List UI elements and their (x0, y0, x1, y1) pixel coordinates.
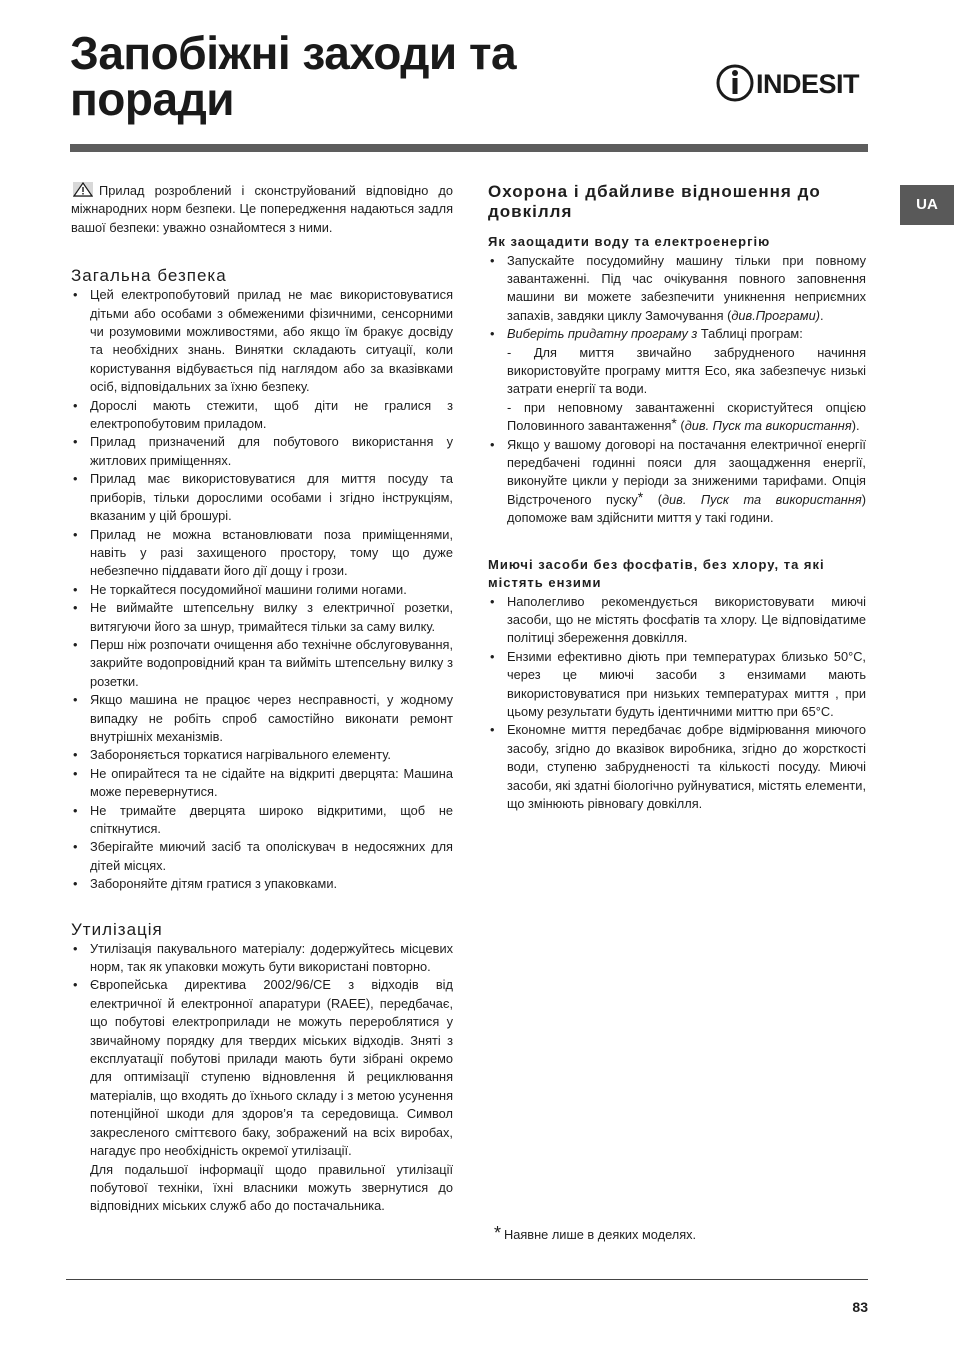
header-divider (70, 144, 868, 152)
detergents-list (488, 593, 866, 814)
page-number: 83 (852, 1299, 868, 1315)
cross-reference: див. Пуск та використання (684, 418, 852, 434)
right-column (488, 182, 866, 813)
sub-item-eco: - Для миття звичайно забрудненого начиння використовуйте програму миття Eco, яка забезпечує низькі затрати енергії та води. (507, 344, 866, 397)
general-safety-heading: Загальна безпека (71, 266, 227, 286)
disposal-list (71, 940, 453, 1216)
detergents-heading: Миючі засоби без фосфатів, без хлору, та які містять ензими (488, 556, 825, 591)
general-safety-list (71, 286, 453, 893)
list-item: • Прилад не можна встановлювати поза приміщеннями, навіть у разі захищеного простору, тому що дуже небезпечно піддавати його дії дощу і грози. (71, 526, 453, 581)
item-text: ( (676, 418, 685, 434)
list-item: • Зберігайте миючий засіб та ополіскувач в недосяжних для дітей місцях. (71, 838, 453, 875)
item-text: Запускайте посудомийну машину тільки при повному завантаженні. Під час очікування повного заповнення машини ви можете забезпечити уникнення неприємних запахів, завдяки циклу Замочування ( (507, 252, 866, 323)
sub-item-half-load (507, 399, 866, 436)
list-item: • Утилізація пакувального матеріалу: додержуйтесь місцевих норм, так як упаковки можуть бути використані повторно. (71, 940, 453, 977)
cross-reference: див. Пуск та використання (661, 491, 862, 507)
disposal-directive-text: • Європейська директива 2002/96/CE з відходів від електричної й електронної апаратури (RAEE), передбачає, що побутові електроприлади не можуть перероблятися у звичайному порядку для твердих міських відходів. Зняті з експлуатації побутові прилади мають бути зібрані окремо для оптимізації ступеню відновлення й рециклювання матеріалів, що входять до їхнього складу і з метою усунення потенційної шкоди для здоров’я та середовища. Символ закресленого сміттєвого баку, зображений на всіх виробах, нагадує про необхідність окремої утилізації. (90, 977, 453, 1159)
item-text-italic: Виберіть придатну програму з (507, 326, 698, 342)
item-text: ( (643, 491, 662, 507)
list-item: • Цей електропобутовий прилад не має використовуватися дітьми або особами з обмеженими фізичними, сенсорними чи розумовими можливостями, або якщо їм бракує досвіду та необхідних знань. Винятки складають ситуації, коли користування відбувається під наглядом або за вказівками осіб, відповідальних за їхню безпеку. (71, 286, 453, 396)
intro-paragraph (71, 182, 453, 237)
water-energy-heading: Як заощадити воду та електроенергію (488, 234, 771, 249)
list-item (488, 325, 866, 435)
page-title-line-2: поради (70, 73, 235, 125)
indesit-logo-mark-icon (716, 62, 754, 104)
disposal-info-text: Для подальшої інформації щодо правильної утилізації побутової техніки, їхні власники можуть звернутися до відповідних міських служб або до постачальника. (90, 1161, 453, 1214)
language-tab: UA (900, 185, 954, 225)
environment-heading: Охорона і дбайливе відношення до довкілля (488, 182, 821, 221)
item-text: Якщо у вашому договорі на постачання електричної енергії передбачені годинні пояси для заощадження енергії, виконуйте цикли у періоди за зниженими тарифами. Опція Відстроченого пуску (507, 436, 866, 507)
indesit-logo (716, 62, 868, 104)
list-item: • Якщо машина не працює через несправності, у жодному випадку не робіть спроб самостійно виконати ремонт внутрішніх механізмів. (71, 691, 453, 746)
list-item: • Не торкайтеся посудомийної машини голими ногами. (71, 581, 453, 599)
logo-wordmark: INDESIT (756, 69, 860, 99)
footnote-marker: * (671, 415, 677, 432)
item-text: - при неповному завантаженні скористуйтеся опцією Половинного завантаження (507, 399, 866, 434)
list-item (488, 436, 866, 528)
list-item: • Прилад має використовуватися для миття посуду та приборів, тільки дорослими особами і згідно інструкціям, вказаним у цій брошурі. (71, 470, 453, 525)
list-item: • Перш ніж розпочати очищення або технічне обслуговування, закрийте водопровідний кран та вийміть штепсельну вилку з розетки. (71, 636, 453, 691)
list-item: • Забороняється торкатися нагрівального елементу. (71, 746, 453, 764)
list-item: • Не опирайтеся та не сідайте на відкриті дверцята: Машина може перевернутися. (71, 765, 453, 802)
list-item (71, 976, 453, 1215)
water-energy-list (488, 252, 866, 528)
footnote-text: Наявне лише в деяких моделях. (504, 1227, 697, 1242)
list-item: • Наполегливо рекомендується використовувати миючі засоби, що не містять фосфатів та хлору. Це відповідатиме політиці збереження довкілля. (488, 593, 866, 648)
list-item (488, 252, 866, 326)
cross-reference: див.Програми) (731, 307, 820, 323)
intro-text: Прилад розроблений і сконструйований відповідно до міжнародних норм безпеки. Це попередження надаються задля вашої безпеки: уважно ознайомтеся з ними. (71, 183, 453, 235)
footnote (494, 1223, 696, 1245)
left-column (71, 182, 453, 1216)
list-item: • Прилад призначений для побутового використання у житлових приміщеннях. (71, 433, 453, 470)
footnote-marker: * (637, 488, 644, 505)
item-text: ) допоможе вам здійснити миття у такі години. (507, 491, 866, 526)
list-item: • Економне миття передбачає добре відмірювання миючого засобу, згідно до вказівок виробника, згідно до жорсткості води, ступеню забрудненості та кількості посуду. Миючі засоби, які здатні біологічно руйнуватися, містять елементи, що змінюють рівновагу довкілля. (488, 721, 866, 813)
page-title-line-1: Запобіжні заходи та (70, 27, 517, 79)
disposal-heading: Утилізація (71, 919, 163, 939)
item-text: . (820, 307, 824, 323)
list-item: • Не тримайте дверцята широко відкритими, щоб не спіткнутися. (71, 802, 453, 839)
list-item: • Не виймайте штепсельну вилку з електричної розетки, витягуючи його за шнур, тримайтеся тільки за саму вилку. (71, 599, 453, 636)
footer-divider (66, 1279, 868, 1280)
warning-icon (73, 182, 93, 197)
footnote-marker: * (494, 1223, 502, 1243)
list-item: • Дорослі мають стежити, щоб діти не гралися з електропобутовим приладом. (71, 397, 453, 434)
page-title (70, 27, 517, 125)
item-text: Таблиці програм: (697, 326, 803, 342)
list-item: • Забороняйте дітям гратися з упаковками. (71, 875, 453, 893)
item-text: ). (851, 418, 860, 434)
list-item: • Ензими ефективно діють при температурах близько 50°C, через це миючі засоби з ензимами мають використовуватися при низьких температурах миття , при цьому результати будуть ідентичними миттю при 65°C. (488, 648, 866, 722)
